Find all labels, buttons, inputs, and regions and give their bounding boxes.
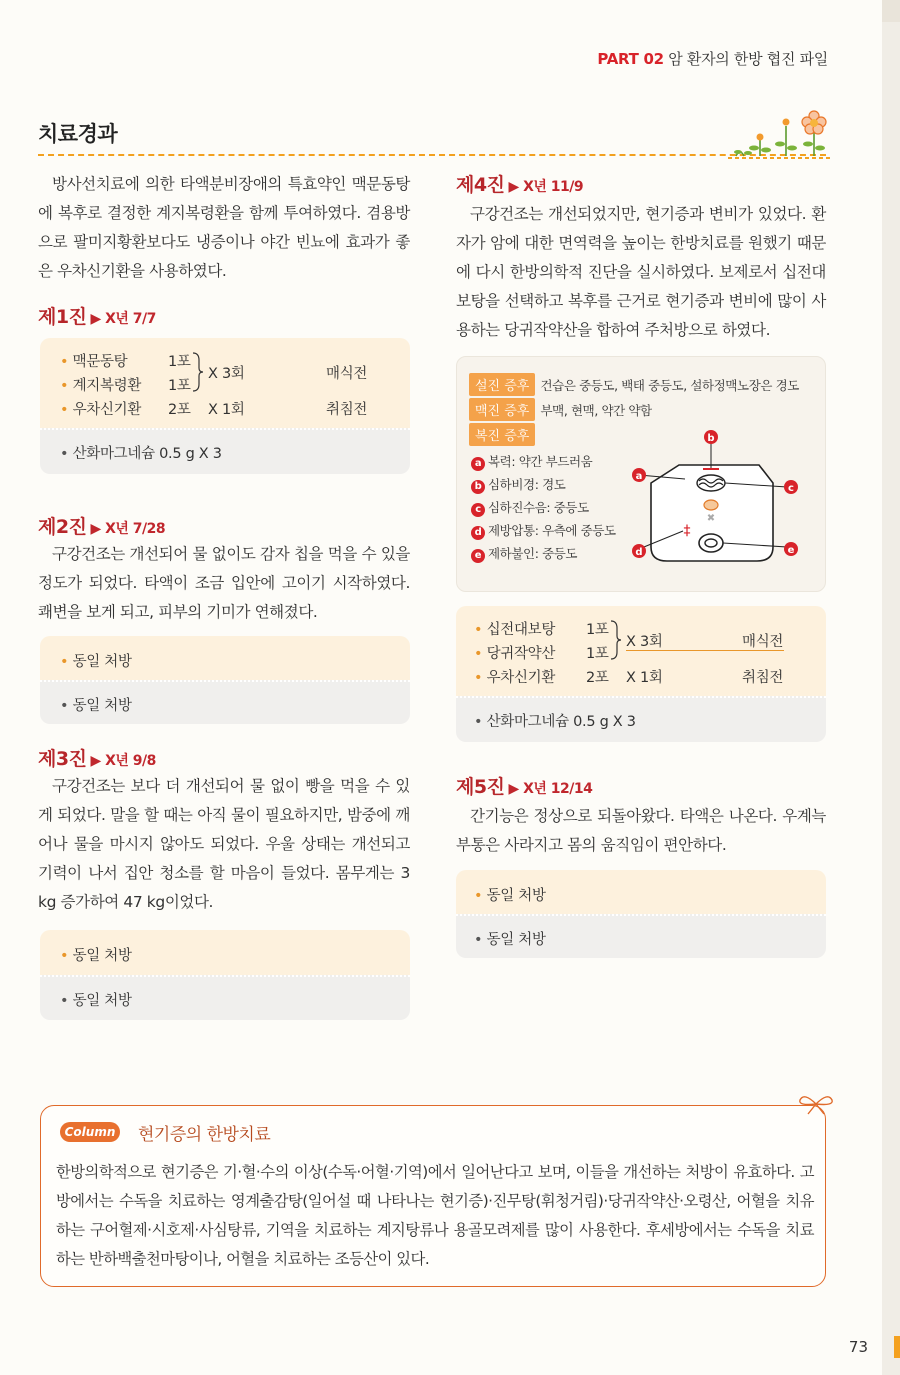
visit5-rx-bottom-text: 동일 처방 — [486, 932, 546, 948]
visit5-heading — [456, 772, 592, 799]
section-divider — [38, 154, 826, 156]
page-edge-strip — [882, 0, 900, 1375]
pulse-row — [469, 398, 652, 421]
visit2-prescription-box — [40, 636, 410, 724]
header-part: PART 02 — [597, 50, 664, 68]
visit4-rx2: • 당귀작약산 — [474, 646, 556, 662]
visit2-rx-bottom-text: 동일 처방 — [72, 698, 132, 714]
visit2-rx-bottom-line: • 동일 처방 — [60, 698, 132, 714]
section-title: 치료경과 — [38, 122, 118, 146]
visit4-date: ▶ X년 11/9 — [508, 179, 584, 195]
pulse-tag: 맥진 증후 — [469, 398, 535, 421]
visit4-paragraph: 구강건조는 개선되었지만, 현기증과 변비가 있었다. 환자가 암에 대한 면역력을 높이는 한방치료를 원했기 때문에 다시 한방의학적 진단을 실시하였다. 보제로서 십전대보탕을 선택하고 복후를 근거로 현기증과 변비에 많이 사용하는 당귀작약산을 합하여 주처방으로 하였다. — [456, 205, 826, 339]
visit1-prescription-box — [40, 338, 410, 474]
visit1-group-times: X 3회 — [208, 366, 245, 382]
visit4-extra-text: 산화마그네슘 0.5 g X 3 — [486, 714, 636, 730]
visit4-rx1-dose: 1포 — [586, 622, 609, 638]
svg-text:‡: ‡ — [683, 523, 691, 539]
diagnosis-box — [456, 356, 826, 592]
visit1-rx2-dose: 1포 — [168, 378, 191, 394]
visit4-heading — [456, 170, 583, 197]
visit5-date: ▶ X년 12/14 — [508, 781, 593, 797]
brace-icon — [192, 352, 204, 392]
visit2-label: 제2진 — [38, 516, 87, 538]
intro-paragraph: 방사선치료에 의한 타액분비장애의 특효약인 맥문동탕에 복후로 결정한 계지복령환을 함께 투여하였다. 겸용방으로 팔미지황환보다도 냉증이나 야간 빈뇨에 효과가 좋은 우차신기환을 사용하였다. — [38, 175, 410, 280]
visit3-rx-bottom-text: 동일 처방 — [72, 993, 132, 1009]
visit4-rx3-name: 우차신기환 — [486, 670, 556, 686]
visit4-prescription-box — [456, 606, 826, 742]
visit2-rx-top-text: 동일 처방 — [72, 654, 132, 670]
visit4-rx2-dose: 1포 — [586, 646, 609, 662]
header-subtitle: 암 환자의 한방 협진 파일 — [668, 50, 828, 68]
visit1-rx1: • 맥문동탕 — [60, 354, 128, 370]
marker-d: d — [471, 526, 485, 540]
visit5-rx-main — [456, 870, 826, 914]
visit4-rx-main — [456, 606, 826, 696]
diag-item-d — [471, 521, 616, 540]
visit1-group-timing: 매식전 — [326, 366, 368, 382]
diag-item-e-text: 제하불인: 중등도 — [488, 546, 578, 561]
marker-a: a — [471, 457, 485, 471]
visit3-paragraph: 구강건조는 보다 더 개선되어 물 없이 빵을 먹을 수 있게 되었다. 말을 할 때는 아직 물이 필요하지만, 밤중에 깨어나 물을 마시지 않아도 되었다. 우울 상태는 개선되고 기력이 나서 집안 청소를 할 마음이 들었다. 몸무게는 3 kg 증가하여 47 kg이었다. — [38, 777, 410, 911]
abdomen-diagram — [629, 425, 805, 575]
visit4-rx3-dose: 2포 — [586, 670, 609, 686]
visit1-rx3-times: X 1회 — [208, 402, 245, 418]
diag-item-a-text: 복력: 약간 부드러움 — [488, 454, 593, 469]
visit3-label: 제3진 — [38, 748, 87, 770]
visit2-date: ▶ X년 7/28 — [90, 521, 166, 537]
abdomen-tag: 복진 증후 — [469, 423, 535, 446]
tongue-row — [469, 373, 799, 396]
visit1-extra-text: 산화마그네슘 0.5 g X 3 — [72, 446, 222, 462]
visit1-rx-extra — [40, 428, 410, 474]
visit4-rx-extra — [456, 696, 826, 742]
visit3-rx-bottom-line: • 동일 처방 — [60, 993, 132, 1009]
visit3-rx-extra — [40, 975, 410, 1020]
tongue-tag: 설진 증후 — [469, 373, 535, 396]
visit2-rx-extra — [40, 680, 410, 724]
diag-item-d-text: 제방압통: 우측에 중등도 — [488, 523, 616, 538]
tongue-text: 건습은 중등도, 백태 중등도, 설하정맥노장은 경도 — [540, 378, 799, 393]
visit1-rx2: • 계지복령환 — [60, 378, 142, 394]
page-edge-strip-top — [882, 0, 900, 22]
visit1-rx3-dose: 2포 — [168, 402, 191, 418]
visit3-rx-top-line: • 동일 처방 — [60, 948, 132, 964]
visit4-group-times: X 3회 — [626, 634, 663, 650]
page-number: 73 — [848, 1338, 868, 1356]
diag-item-e — [471, 544, 577, 563]
diag-item-c — [471, 498, 589, 517]
visit4-rx2-name: 당귀작약산 — [486, 646, 556, 662]
visit1-rx1-dose: 1포 — [168, 354, 191, 370]
svg-text:a: a — [635, 471, 643, 482]
visit1-rx2-name: 계지복령환 — [72, 378, 142, 394]
visit1-label: 제1진 — [38, 306, 87, 328]
svg-text:d: d — [635, 547, 643, 558]
visit1-rx-main — [40, 338, 410, 428]
visit3-date: ▶ X년 9/8 — [90, 753, 156, 769]
svg-text:b: b — [707, 433, 715, 444]
diag-item-b — [471, 475, 565, 494]
visit3-rx-top-text: 동일 처방 — [72, 948, 132, 964]
svg-text:c: c — [788, 483, 794, 494]
visit5-rx-top-text: 동일 처방 — [486, 888, 546, 904]
svg-text:e: e — [787, 545, 795, 556]
pulse-text: 부맥, 현맥, 약간 약함 — [540, 403, 652, 418]
visit5-label: 제5진 — [456, 776, 505, 798]
column-badge: Column — [60, 1122, 120, 1142]
abdomen-row — [469, 423, 535, 446]
visit2-rx-top-line: • 동일 처방 — [60, 654, 132, 670]
visit2-paragraph: 구강건조는 개선되어 물 없이도 감자 칩을 먹을 수 있을 정도가 되었다. 타액이 조금 입안에 고이기 시작하였다. 쾌변을 보게 되고, 피부의 기미가 연해졌다. — [38, 545, 410, 621]
diag-item-a — [471, 452, 592, 471]
visit1-extra-line: • 산화마그네슘 0.5 g X 3 — [60, 446, 222, 462]
visit5-rx-extra — [456, 914, 826, 958]
visit4-rx3-times: X 1회 — [626, 670, 663, 686]
visit2-rx-main — [40, 636, 410, 680]
brace-icon — [610, 620, 622, 660]
visit5-prescription-box — [456, 870, 826, 958]
visit4-extra-line: • 산화마그네슘 0.5 g X 3 — [474, 714, 636, 730]
visit4-underline — [626, 650, 784, 651]
visit5-rx-top-line: • 동일 처방 — [474, 888, 546, 904]
visit1-rx3-name: 우차신기환 — [72, 402, 142, 418]
flower-decoration-icon — [726, 104, 830, 162]
visit4-rx3-timing: 취침전 — [742, 670, 784, 686]
diag-item-c-text: 심하진수음: 중등도 — [488, 500, 589, 515]
running-header — [597, 48, 828, 69]
visit5-rx-bottom-line: • 동일 처방 — [474, 932, 546, 948]
marker-b: b — [471, 480, 485, 494]
svg-text:✖: ✖ — [706, 513, 716, 524]
visit5-paragraph: 간기능은 정상으로 되돌아왔다. 타액은 나온다. 우계늑부통은 사라지고 몸의 움직임이 편안하다. — [456, 807, 826, 854]
visit4-label: 제4진 — [456, 174, 505, 196]
visit1-date: ▶ X년 7/7 — [90, 311, 156, 327]
visit4-rx1: • 십전대보탕 — [474, 622, 556, 638]
visit3-prescription-box — [40, 930, 410, 1020]
visit4-rx3: • 우차신기환 — [474, 670, 556, 686]
ribbon-icon — [796, 1090, 836, 1116]
visit4-group-timing: 매식전 — [742, 634, 784, 650]
visit1-rx3-timing: 취침전 — [326, 402, 368, 418]
column-paragraph: 한방의학적으로 현기증은 기·혈·수의 이상(수독·어혈·기역)에서 일어난다고 보며, 이들을 개선하는 처방이 유효하다. 고방에서는 수독을 치료하는 영계출감탕(일어설 때 나타나는 현기증)·진무탕(휘청거림)·당귀작약산·오령산, 어혈을 치유하는 구어혈제·시호제·사심탕류, 기역을 치료하는 계지탕류나 용골모려제를 많이 사용한다. 후세방에서는 수독을 치료하는 반하백출천마탕이나, 어혈을 치료하는 조등산이 있다. — [56, 1163, 814, 1268]
visit4-rx1-name: 십전대보탕 — [486, 622, 556, 638]
column-title: 현기증의 한방치료 — [138, 1125, 271, 1145]
visit1-heading — [38, 302, 156, 329]
visit3-rx-main — [40, 930, 410, 975]
visit3-heading — [38, 744, 156, 771]
visit2-heading — [38, 512, 165, 539]
visit1-rx1-name: 맥문동탕 — [72, 354, 128, 370]
marker-e: e — [471, 549, 485, 563]
diag-item-b-text: 심하비경: 경도 — [488, 477, 566, 492]
visit1-rx3: • 우차신기환 — [60, 402, 142, 418]
marker-c: c — [471, 503, 485, 517]
page-number-bar — [894, 1336, 900, 1358]
